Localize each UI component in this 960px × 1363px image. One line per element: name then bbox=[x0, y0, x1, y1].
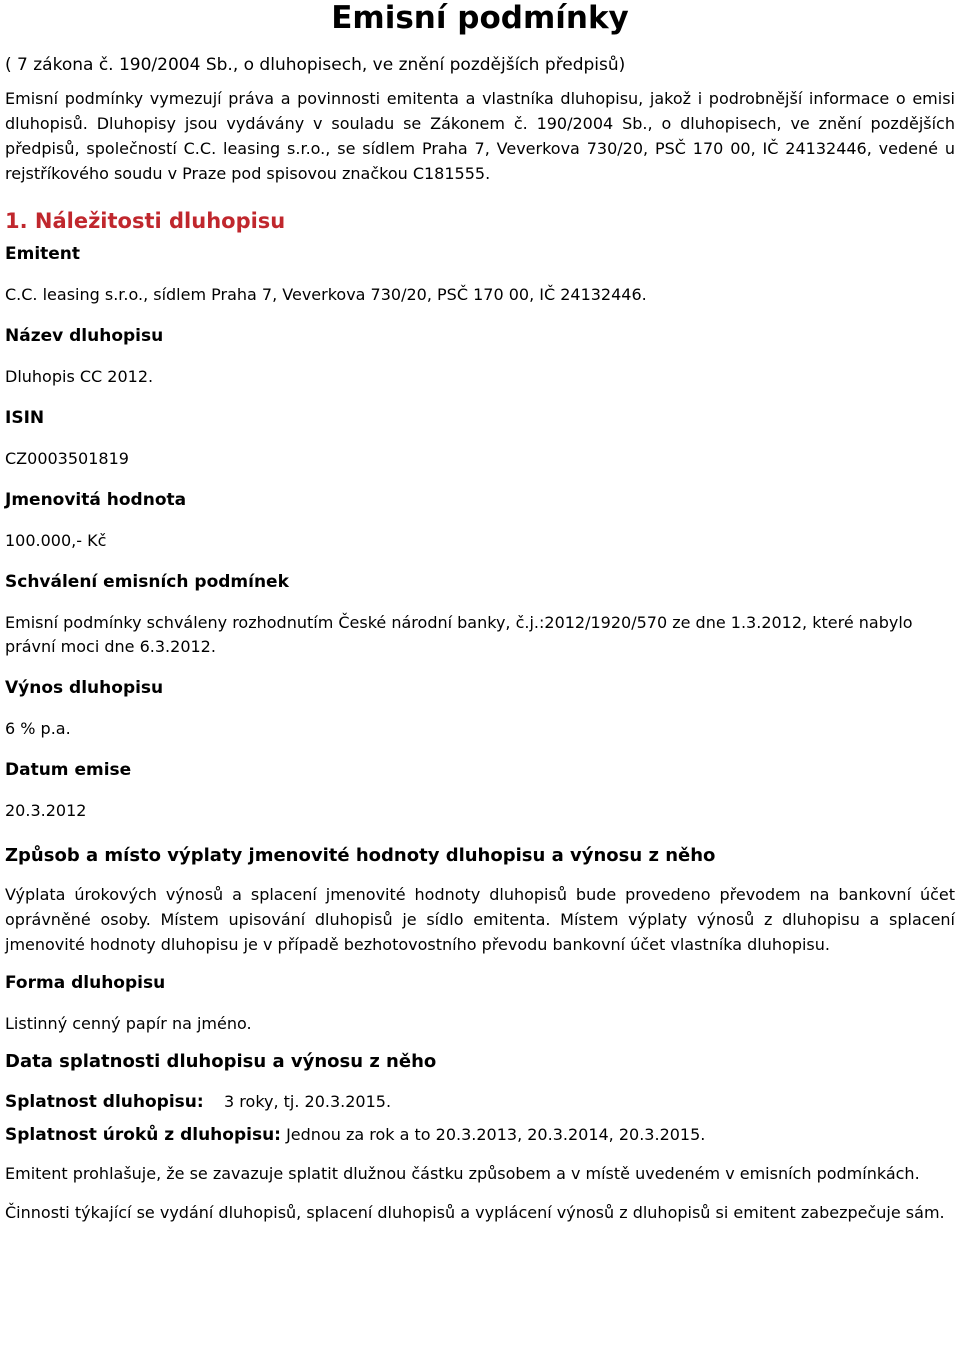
nazev-value: Dluhopis CC 2012. bbox=[5, 367, 154, 386]
hodnota-label: Jmenovitá hodnota bbox=[5, 490, 187, 510]
document-title: Emisní podmínky bbox=[331, 0, 629, 36]
zpusob-heading: Způsob a místo výplaty jmenovité hodnoty dluhopisu a výnosu z něho bbox=[5, 845, 716, 866]
datum-label: Datum emise bbox=[5, 760, 132, 780]
isin-value: CZ0003501819 bbox=[5, 449, 129, 468]
vynos-value: 6 % p.a. bbox=[5, 719, 71, 738]
schvaleni-label: Schválení emisních podmínek bbox=[5, 572, 289, 592]
vynos-label: Výnos dluhopisu bbox=[5, 678, 164, 698]
zpusob-text: Výplata úrokových výnosů a splacení jmenovité hodnoty dluhopisů bude provedeno převodem na bankovní účet oprávněné osoby. Místem upisování dluhopisů je sídlo emitenta. Místem výplaty výnosů z dluhopisu a splacení jmenovité hodnoty dluhopisu je v případě bezhotovostního převodu bankovní účet vlastníka dluhopisu. bbox=[5, 885, 955, 954]
datum-value: 20.3.2012 bbox=[5, 801, 87, 820]
splatnost-uroku-label: Splatnost úroků z dluhopisu: bbox=[5, 1125, 281, 1145]
forma-label: Forma dluhopisu bbox=[5, 973, 166, 993]
isin-label: ISIN bbox=[5, 408, 45, 428]
emitent-label: Emitent bbox=[5, 244, 81, 264]
emitent-statement: Emitent prohlašuje, že se zavazuje splatit dlužnou částku způsobem a v místě uvedeném v emisních podmínkách. bbox=[5, 1164, 920, 1183]
intro-paragraph: Emisní podmínky vymezují práva a povinnosti emitenta a vlastníka dluhopisu, jakož i podrobnější informace o emisi dluhopisů. Dluhopisy jsou vydávány v souladu se Zákonem č. 190/2004 Sb., o dluhopisech, ve znění pozdějších předpisů, společností C.C. leasing s.r.o., se sídlem Praha 7, Veverkova 730/20, PSČ 170 00, IČ 24132446, vedené u rejstříkového soudu v Praze pod spisovou značkou C181555. bbox=[5, 89, 955, 183]
section-heading: 1. Náležitosti dluhopisu bbox=[5, 209, 286, 233]
schvaleni-value: Emisní podmínky schváleny rozhodnutím České národní banky, č.j.:2012/1920/570 ze dne 1.3.2012, které nabylo právní moci dne 6.3.2012. bbox=[5, 613, 913, 656]
nazev-label: Název dluhopisu bbox=[5, 326, 164, 346]
cinnosti-statement: Činnosti týkající se vydání dluhopisů, splacení dluhopisů a vyplácení výnosů z dluhopisů si emitent zabezpečuje sám. bbox=[5, 1203, 945, 1222]
document-page bbox=[5, 0, 955, 1225]
splatnost-dluhopisu-label: Splatnost dluhopisu: bbox=[5, 1092, 204, 1112]
splatnost-heading: Data splatnosti dluhopisu a výnosu z něho bbox=[5, 1051, 437, 1072]
splatnost-uroku-value: Jednou za rok a to 20.3.2013, 20.3.2014, 20.3.2015. bbox=[286, 1125, 706, 1144]
splatnost-dluhopisu-row bbox=[5, 1090, 955, 1114]
law-reference: ( 7 zákona č. 190/2004 Sb., o dluhopisech, ve znění pozdějších předpisů) bbox=[5, 55, 626, 75]
forma-value: Listinný cenný papír na jméno. bbox=[5, 1014, 252, 1033]
hodnota-value: 100.000,- Kč bbox=[5, 531, 107, 550]
splatnost-dluhopisu-value: 3 roky, tj. 20.3.2015. bbox=[224, 1092, 392, 1111]
splatnost-uroku-row bbox=[5, 1123, 955, 1147]
emitent-value: C.C. leasing s.r.o., sídlem Praha 7, Veverkova 730/20, PSČ 170 00, IČ 24132446. bbox=[5, 285, 647, 304]
